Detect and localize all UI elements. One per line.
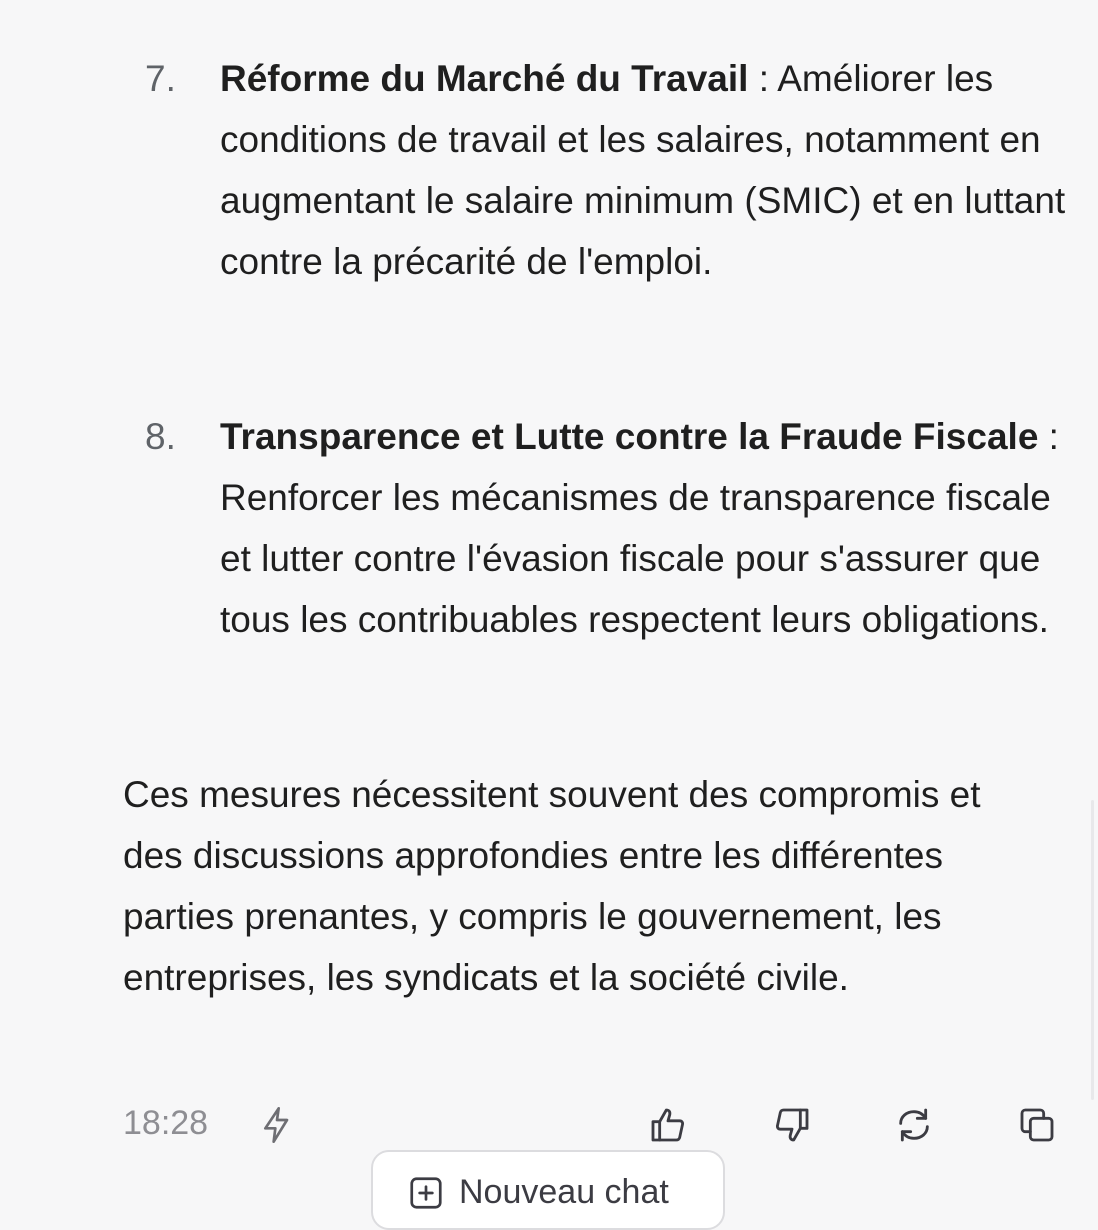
message-timestamp: 18:28 — [123, 1104, 209, 1142]
plus-square-icon — [407, 1174, 445, 1212]
list-item-text — [220, 48, 1080, 292]
list-item-number: 7. — [145, 58, 176, 99]
list-item-text — [220, 406, 1080, 650]
new-chat-button[interactable] — [371, 1150, 725, 1230]
message-action-bar — [0, 1098, 1098, 1158]
copy-icon[interactable] — [1014, 1102, 1060, 1148]
scrollbar[interactable] — [1084, 800, 1098, 1100]
lightning-icon[interactable] — [254, 1102, 300, 1148]
list-item-body: Renforcer les mécanismes de transparence fiscale et lutter contre l'évasion fiscale pour s'assurer que tous les contribuables respectent leurs obligations. — [220, 477, 1051, 640]
list-item-title: Transparence et Lutte contre la Fraude Fiscale — [220, 416, 1039, 457]
conclusion-paragraph: Ces mesures nécessitent souvent des compromis et des discussions approfondies entre les différentes parties prenantes, y compris le gouvernement, les entreprises, les syndicats et la société civile. — [123, 774, 981, 998]
list-item-separator: : — [1038, 416, 1059, 457]
list-item-title: Réforme du Marché du Travail — [220, 58, 749, 99]
list-item-separator: : — [748, 58, 778, 99]
new-chat-label: Nouveau chat — [459, 1173, 669, 1211]
list-item-number: 8. — [145, 416, 176, 457]
list-item-body: Améliorer les conditions de travail et les salaires, notamment en augmentant le salaire minimum (SMIC) et en luttant contre la précarité de l'emploi. — [220, 58, 1066, 282]
scrollbar-track[interactable] — [1091, 800, 1094, 1100]
thumbs-down-icon[interactable] — [769, 1102, 815, 1148]
regenerate-icon[interactable] — [891, 1102, 937, 1148]
thumbs-up-icon[interactable] — [645, 1102, 691, 1148]
